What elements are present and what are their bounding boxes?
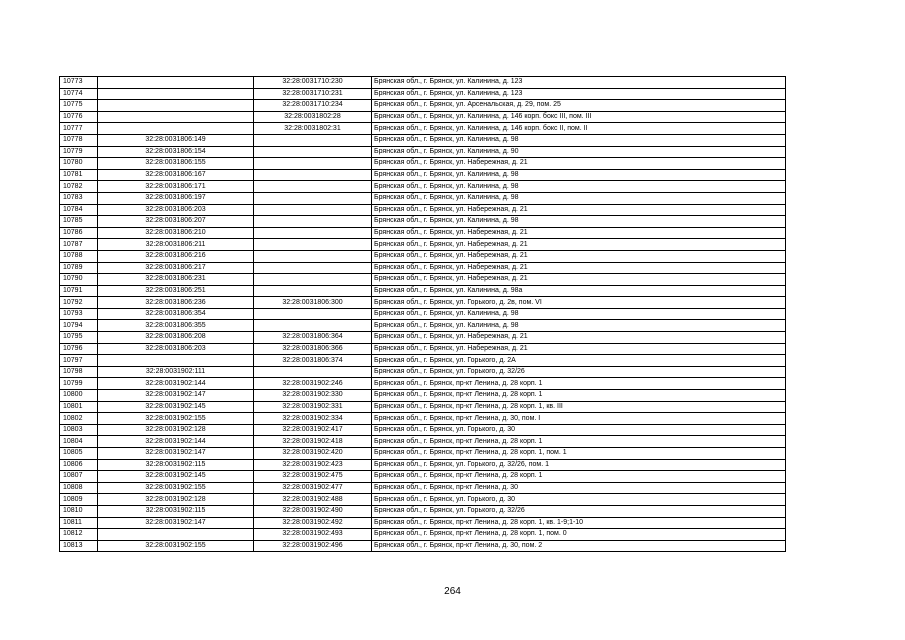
linked-cadastral-number-cell: 32:28:0031806:366 — [254, 343, 372, 355]
table-row — [60, 100, 786, 112]
row-number-cell: 10793 — [60, 308, 98, 320]
table-row — [60, 308, 786, 320]
cadastral-number-cell: 32:28:0031806:207 — [98, 216, 254, 228]
address-cell: Брянская обл., г. Брянск, ул. Горького, д. 30 — [372, 494, 786, 506]
table-row — [60, 448, 786, 460]
linked-cadastral-number-cell: 32:28:0031806:374 — [254, 355, 372, 367]
table-row — [60, 77, 786, 89]
cadastral-number-cell: 32:28:0031806:208 — [98, 332, 254, 344]
table-row — [60, 413, 786, 425]
address-cell: Брянская обл., г. Брянск, ул. Калинина, д. 146 корп. бокс III, пом. III — [372, 111, 786, 123]
table-row — [60, 517, 786, 529]
table-row — [60, 134, 786, 146]
linked-cadastral-number-cell: 32:28:0031802:28 — [254, 111, 372, 123]
linked-cadastral-number-cell: 32:28:0031710:234 — [254, 100, 372, 112]
address-cell: Брянская обл., г. Брянск, ул. Горького, д. 32/26, пом. 1 — [372, 459, 786, 471]
table-row — [60, 529, 786, 541]
table-row — [60, 378, 786, 390]
address-cell: Брянская обл., г. Брянск, ул. Калинина, д. 90 — [372, 146, 786, 158]
table-row — [60, 343, 786, 355]
linked-cadastral-number-cell: 32:28:0031902:423 — [254, 459, 372, 471]
table-row — [60, 332, 786, 344]
linked-cadastral-number-cell — [254, 204, 372, 216]
linked-cadastral-number-cell: 32:28:0031902:475 — [254, 471, 372, 483]
linked-cadastral-number-cell — [254, 320, 372, 332]
address-cell: Брянская обл., г. Брянск, ул. Арсенальская, д. 29, пом. 25 — [372, 100, 786, 112]
table-row — [60, 192, 786, 204]
address-cell: Брянская обл., г. Брянск, пр-кт Ленина, д. 30 — [372, 482, 786, 494]
cadastral-number-cell: 32:28:0031806:355 — [98, 320, 254, 332]
address-cell: Брянская обл., г. Брянск, ул. Горького, д. 32/26 — [372, 505, 786, 517]
cadastral-number-cell: 32:28:0031902:147 — [98, 517, 254, 529]
row-number-cell: 10802 — [60, 413, 98, 425]
linked-cadastral-number-cell — [254, 158, 372, 170]
linked-cadastral-number-cell — [254, 134, 372, 146]
cadastral-number-cell: 32:28:0031902:144 — [98, 378, 254, 390]
address-cell: Брянская обл., г. Брянск, ул. Калинина, д. 98 — [372, 320, 786, 332]
row-number-cell: 10794 — [60, 320, 98, 332]
address-cell: Брянская обл., г. Брянск, ул. Калинина, д. 98 — [372, 169, 786, 181]
table-row — [60, 355, 786, 367]
address-cell: Брянская обл., г. Брянск, пр-кт Ленина, д. 28 корп. 1, кв. 1-9;1-10 — [372, 517, 786, 529]
linked-cadastral-number-cell: 32:28:0031710:231 — [254, 88, 372, 100]
table-row — [60, 181, 786, 193]
linked-cadastral-number-cell: 32:28:0031902:496 — [254, 540, 372, 552]
row-number-cell: 10791 — [60, 285, 98, 297]
address-cell: Брянская обл., г. Брянск, ул. Горького, д. 32/26 — [372, 366, 786, 378]
linked-cadastral-number-cell: 32:28:0031902:246 — [254, 378, 372, 390]
table-row — [60, 239, 786, 251]
row-number-cell: 10801 — [60, 401, 98, 413]
table-row — [60, 250, 786, 262]
address-cell: Брянская обл., г. Брянск, ул. Калинина, д. 146 корп. бокс II, пом. II — [372, 123, 786, 135]
cadastral-number-cell: 32:28:0031902:147 — [98, 390, 254, 402]
address-cell: Брянская обл., г. Брянск, ул. Набережная, д. 21 — [372, 262, 786, 274]
address-cell: Брянская обл., г. Брянск, ул. Набережная, д. 21 — [372, 274, 786, 286]
table-row — [60, 204, 786, 216]
address-cell: Брянская обл., г. Брянск, пр-кт Ленина, д. 30, пом. 2 — [372, 540, 786, 552]
cadastral-number-cell: 32:28:0031902:147 — [98, 448, 254, 460]
row-number-cell: 10783 — [60, 192, 98, 204]
row-number-cell: 10805 — [60, 448, 98, 460]
row-number-cell: 10813 — [60, 540, 98, 552]
cadastral-number-cell: 32:28:0031806:231 — [98, 274, 254, 286]
cadastral-number-cell: 32:28:0031806:216 — [98, 250, 254, 262]
cadastral-number-cell: 32:28:0031806:167 — [98, 169, 254, 181]
address-cell: Брянская обл., г. Брянск, ул. Калинина, д. 98 — [372, 181, 786, 193]
table-row — [60, 390, 786, 402]
address-cell: Брянская обл., г. Брянск, ул. Калинина, д. 123 — [372, 77, 786, 89]
linked-cadastral-number-cell — [254, 262, 372, 274]
table-row — [60, 262, 786, 274]
table-row — [60, 471, 786, 483]
address-cell: Брянская обл., г. Брянск, пр-кт Ленина, д. 28 корп. 1, пом. 1 — [372, 448, 786, 460]
row-number-cell: 10803 — [60, 424, 98, 436]
row-number-cell: 10781 — [60, 169, 98, 181]
address-cell: Брянская обл., г. Брянск, пр-кт Ленина, д. 28 корп. 1, кв. III — [372, 401, 786, 413]
row-number-cell: 10777 — [60, 123, 98, 135]
cadastral-number-cell: 32:28:0031902:155 — [98, 482, 254, 494]
row-number-cell: 10811 — [60, 517, 98, 529]
table-body — [60, 77, 786, 552]
cadastral-number-cell — [98, 77, 254, 89]
table-row — [60, 285, 786, 297]
row-number-cell: 10808 — [60, 482, 98, 494]
row-number-cell: 10799 — [60, 378, 98, 390]
address-cell: Брянская обл., г. Брянск, ул. Калинина, д. 98 — [372, 308, 786, 320]
cadastral-number-cell: 32:28:0031902:111 — [98, 366, 254, 378]
address-cell: Брянская обл., г. Брянск, ул. Набережная, д. 21 — [372, 250, 786, 262]
linked-cadastral-number-cell: 32:28:0031902:330 — [254, 390, 372, 402]
linked-cadastral-number-cell — [254, 169, 372, 181]
cadastral-number-cell: 32:28:0031902:144 — [98, 436, 254, 448]
row-number-cell: 10789 — [60, 262, 98, 274]
linked-cadastral-number-cell: 32:28:0031902:490 — [254, 505, 372, 517]
linked-cadastral-number-cell: 32:28:0031902:477 — [254, 482, 372, 494]
row-number-cell: 10795 — [60, 332, 98, 344]
address-cell: Брянская обл., г. Брянск, ул. Набережная, д. 21 — [372, 158, 786, 170]
row-number-cell: 10785 — [60, 216, 98, 228]
linked-cadastral-number-cell: 32:28:0031802:31 — [254, 123, 372, 135]
table-row — [60, 505, 786, 517]
cadastral-number-cell: 32:28:0031902:155 — [98, 413, 254, 425]
row-number-cell: 10776 — [60, 111, 98, 123]
row-number-cell: 10779 — [60, 146, 98, 158]
row-number-cell: 10782 — [60, 181, 98, 193]
row-number-cell: 10786 — [60, 227, 98, 239]
address-cell: Брянская обл., г. Брянск, ул. Горького, д. 2в, пом. VI — [372, 297, 786, 309]
linked-cadastral-number-cell — [254, 366, 372, 378]
cadastral-number-cell: 32:28:0031806:251 — [98, 285, 254, 297]
cadastral-number-cell — [98, 123, 254, 135]
linked-cadastral-number-cell: 32:28:0031902:492 — [254, 517, 372, 529]
table-row — [60, 169, 786, 181]
row-number-cell: 10809 — [60, 494, 98, 506]
row-number-cell: 10797 — [60, 355, 98, 367]
table-row — [60, 459, 786, 471]
linked-cadastral-number-cell — [254, 250, 372, 262]
linked-cadastral-number-cell: 32:28:0031710:230 — [254, 77, 372, 89]
table-row — [60, 540, 786, 552]
linked-cadastral-number-cell — [254, 216, 372, 228]
linked-cadastral-number-cell — [254, 227, 372, 239]
row-number-cell: 10792 — [60, 297, 98, 309]
row-number-cell: 10775 — [60, 100, 98, 112]
row-number-cell: 10784 — [60, 204, 98, 216]
address-cell: Брянская обл., г. Брянск, пр-кт Ленина, д. 28 корп. 1 — [372, 436, 786, 448]
row-number-cell: 10807 — [60, 471, 98, 483]
row-number-cell: 10806 — [60, 459, 98, 471]
table-row — [60, 146, 786, 158]
address-cell: Брянская обл., г. Брянск, ул. Калинина, д. 98а — [372, 285, 786, 297]
table-row — [60, 424, 786, 436]
cadastral-number-cell: 32:28:0031806:203 — [98, 343, 254, 355]
linked-cadastral-number-cell — [254, 146, 372, 158]
row-number-cell: 10778 — [60, 134, 98, 146]
address-cell: Брянская обл., г. Брянск, ул. Калинина, д. 98 — [372, 134, 786, 146]
cadastral-number-cell: 32:28:0031902:145 — [98, 471, 254, 483]
cadastral-number-cell — [98, 111, 254, 123]
address-cell: Брянская обл., г. Брянск, ул. Калинина, д. 98 — [372, 216, 786, 228]
cadastral-number-cell: 32:28:0031806:354 — [98, 308, 254, 320]
address-cell: Брянская обл., г. Брянск, ул. Набережная, д. 21 — [372, 227, 786, 239]
row-number-cell: 10790 — [60, 274, 98, 286]
address-cell: Брянская обл., г. Брянск, ул. Горького, д. 2А — [372, 355, 786, 367]
linked-cadastral-number-cell: 32:28:0031806:300 — [254, 297, 372, 309]
address-cell: Брянская обл., г. Брянск, пр-кт Ленина, д. 28 корп. 1, пом. 0 — [372, 529, 786, 541]
address-cell: Брянская обл., г. Брянск, ул. Калинина, д. 123 — [372, 88, 786, 100]
row-number-cell: 10774 — [60, 88, 98, 100]
cadastral-number-cell: 32:28:0031806:203 — [98, 204, 254, 216]
cadastral-number-cell: 32:28:0031806:155 — [98, 158, 254, 170]
linked-cadastral-number-cell: 32:28:0031902:420 — [254, 448, 372, 460]
row-number-cell: 10780 — [60, 158, 98, 170]
cadastral-number-cell: 32:28:0031902:128 — [98, 494, 254, 506]
cadastral-number-cell — [98, 100, 254, 112]
linked-cadastral-number-cell: 32:28:0031902:417 — [254, 424, 372, 436]
address-cell: Брянская обл., г. Брянск, ул. Набережная, д. 21 — [372, 332, 786, 344]
cadastral-number-cell: 32:28:0031806:154 — [98, 146, 254, 158]
row-number-cell: 10773 — [60, 77, 98, 89]
linked-cadastral-number-cell: 32:28:0031806:364 — [254, 332, 372, 344]
table-row — [60, 401, 786, 413]
table-row — [60, 297, 786, 309]
address-cell: Брянская обл., г. Брянск, пр-кт Ленина, д. 28 корп. 1 — [372, 378, 786, 390]
cadastral-number-cell: 32:28:0031806:210 — [98, 227, 254, 239]
table-row — [60, 274, 786, 286]
cadastral-number-cell — [98, 355, 254, 367]
cadastral-number-cell: 32:28:0031902:145 — [98, 401, 254, 413]
address-cell: Брянская обл., г. Брянск, ул. Набережная, д. 21 — [372, 343, 786, 355]
cadastral-number-cell: 32:28:0031806:197 — [98, 192, 254, 204]
cadastral-number-cell: 32:28:0031902:128 — [98, 424, 254, 436]
table-row — [60, 494, 786, 506]
cadastral-number-cell: 32:28:0031902:115 — [98, 459, 254, 471]
table-row — [60, 88, 786, 100]
cadastral-number-cell — [98, 529, 254, 541]
cadastral-number-cell: 32:28:0031806:149 — [98, 134, 254, 146]
cadastral-number-cell: 32:28:0031806:217 — [98, 262, 254, 274]
cadastral-number-cell: 32:28:0031806:236 — [98, 297, 254, 309]
linked-cadastral-number-cell — [254, 239, 372, 251]
table-row — [60, 123, 786, 135]
records-table — [59, 76, 786, 552]
table-row — [60, 320, 786, 332]
address-cell: Брянская обл., г. Брянск, пр-кт Ленина, д. 28 корп. 1 — [372, 390, 786, 402]
linked-cadastral-number-cell — [254, 192, 372, 204]
linked-cadastral-number-cell: 32:28:0031902:334 — [254, 413, 372, 425]
cadastral-number-cell: 32:28:0031806:211 — [98, 239, 254, 251]
row-number-cell: 10787 — [60, 239, 98, 251]
table-row — [60, 436, 786, 448]
page-number: 264 — [444, 586, 461, 597]
table-row — [60, 482, 786, 494]
row-number-cell: 10798 — [60, 366, 98, 378]
cadastral-number-cell: 32:28:0031806:171 — [98, 181, 254, 193]
table-row — [60, 366, 786, 378]
linked-cadastral-number-cell: 32:28:0031902:418 — [254, 436, 372, 448]
row-number-cell: 10804 — [60, 436, 98, 448]
address-cell: Брянская обл., г. Брянск, ул. Калинина, д. 98 — [372, 192, 786, 204]
address-cell: Брянская обл., г. Брянск, пр-кт Ленина, д. 28 корп. 1 — [372, 471, 786, 483]
address-cell: Брянская обл., г. Брянск, ул. Горького, д. 30 — [372, 424, 786, 436]
linked-cadastral-number-cell: 32:28:0031902:488 — [254, 494, 372, 506]
row-number-cell: 10796 — [60, 343, 98, 355]
address-cell: Брянская обл., г. Брянск, пр-кт Ленина, д. 30, пом. I — [372, 413, 786, 425]
row-number-cell: 10810 — [60, 505, 98, 517]
linked-cadastral-number-cell — [254, 181, 372, 193]
row-number-cell: 10800 — [60, 390, 98, 402]
address-cell: Брянская обл., г. Брянск, ул. Набережная, д. 21 — [372, 239, 786, 251]
cadastral-number-cell: 32:28:0031902:115 — [98, 505, 254, 517]
table-row — [60, 111, 786, 123]
linked-cadastral-number-cell — [254, 285, 372, 297]
row-number-cell: 10788 — [60, 250, 98, 262]
linked-cadastral-number-cell: 32:28:0031902:493 — [254, 529, 372, 541]
row-number-cell: 10812 — [60, 529, 98, 541]
table-row — [60, 158, 786, 170]
address-cell: Брянская обл., г. Брянск, ул. Набережная, д. 21 — [372, 204, 786, 216]
linked-cadastral-number-cell: 32:28:0031902:331 — [254, 401, 372, 413]
linked-cadastral-number-cell — [254, 274, 372, 286]
cadastral-number-cell — [98, 88, 254, 100]
linked-cadastral-number-cell — [254, 308, 372, 320]
cadastral-number-cell: 32:28:0031902:155 — [98, 540, 254, 552]
table-row — [60, 216, 786, 228]
table-row — [60, 227, 786, 239]
